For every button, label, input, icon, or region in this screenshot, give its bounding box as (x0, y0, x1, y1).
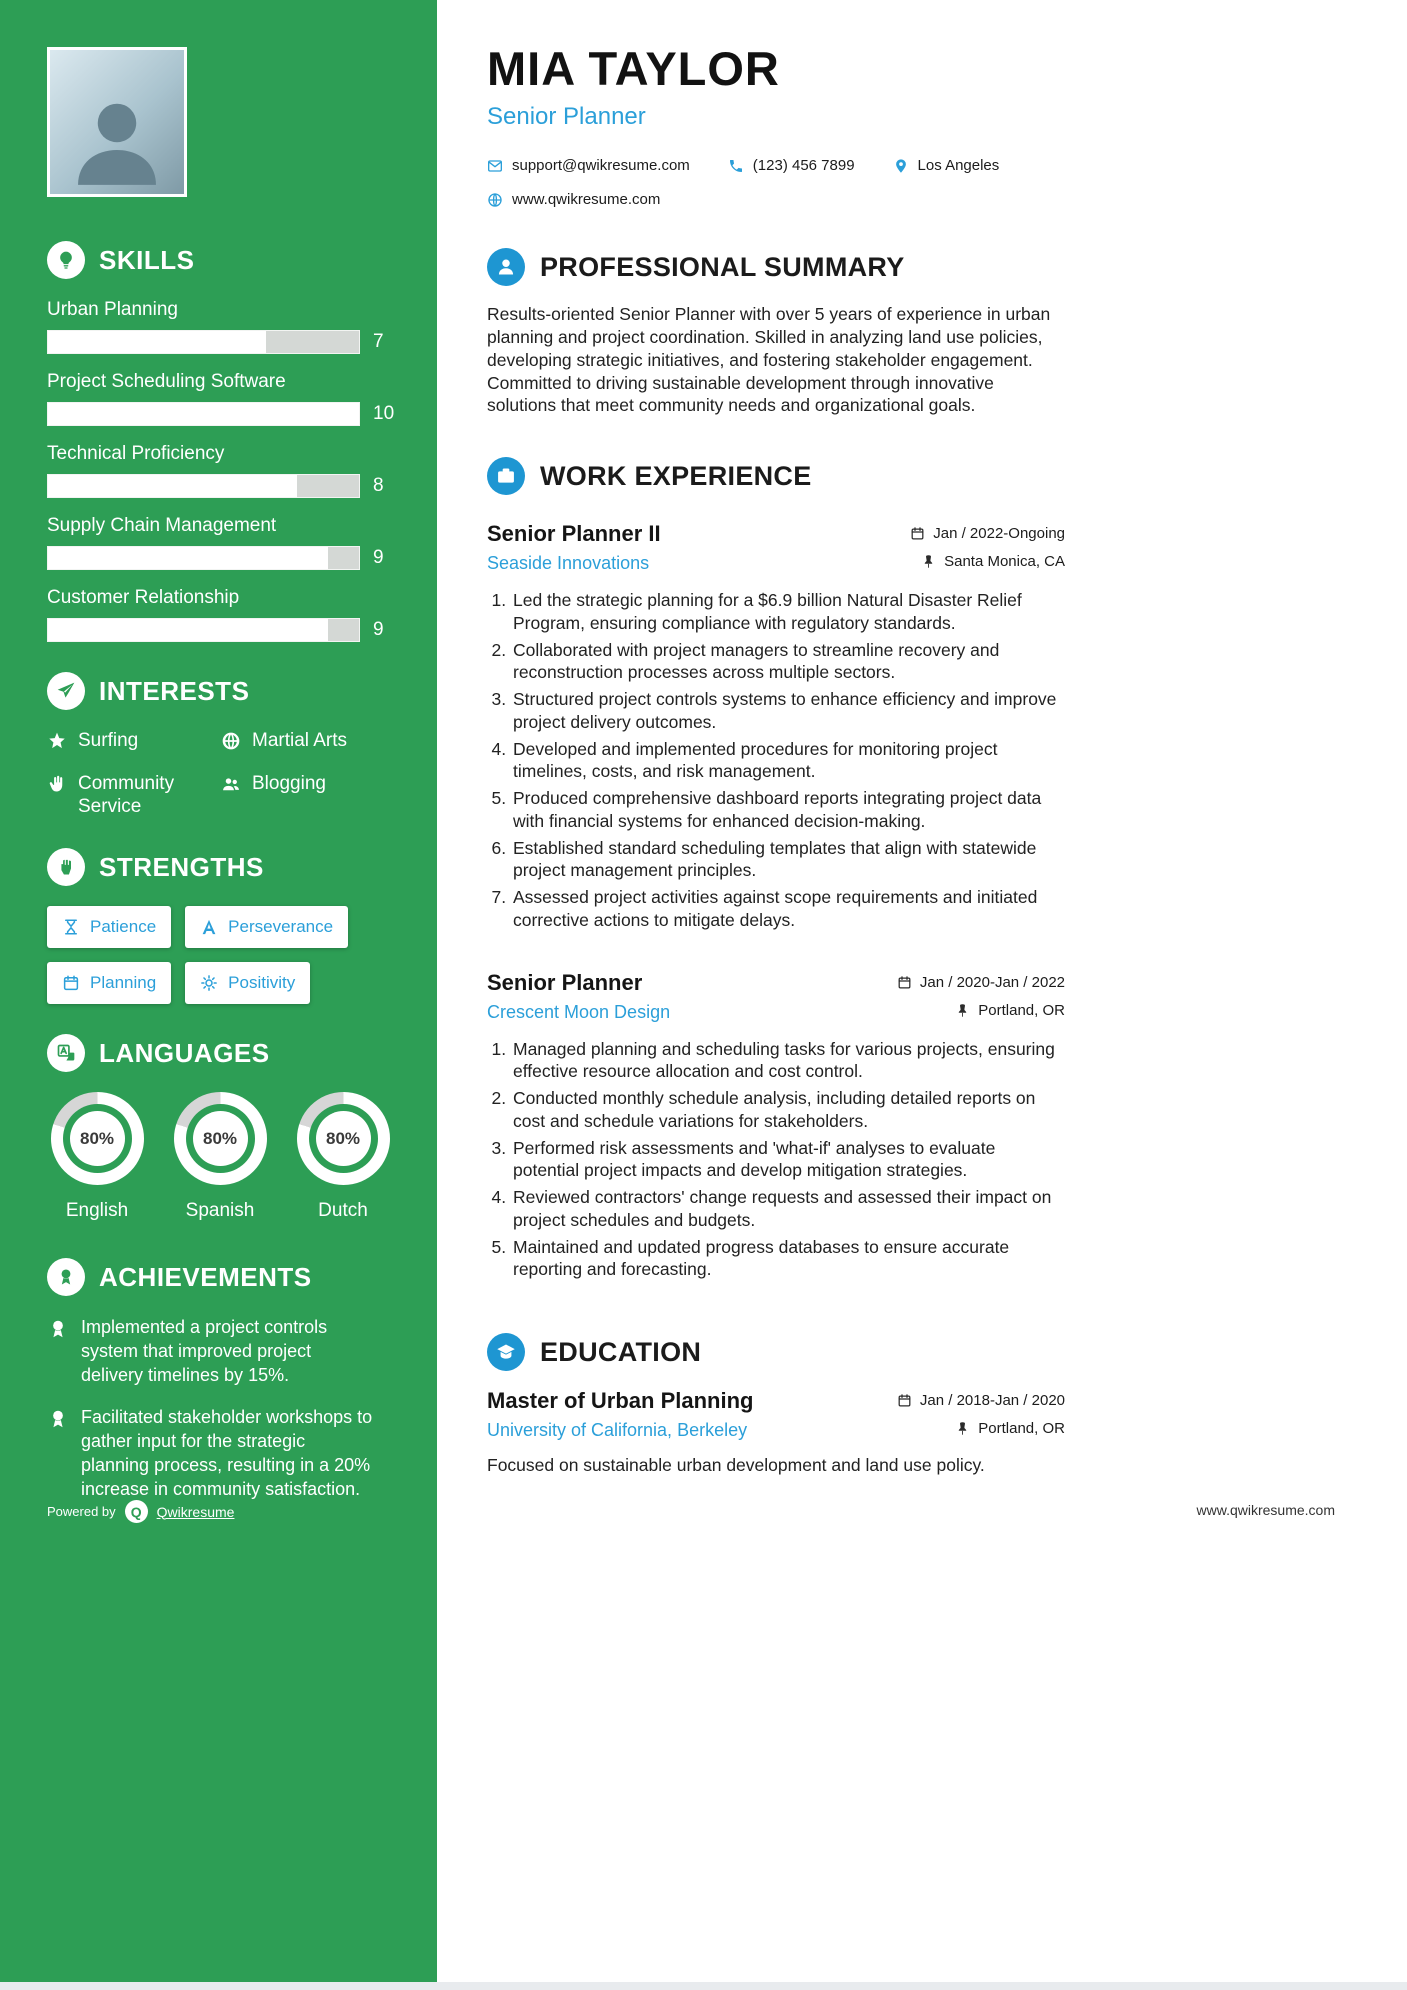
job-bullet: 3. Performed risk assessments and 'what-if' analyses to evaluate potential project impacts and develop mitigation strategies. (511, 1137, 1065, 1183)
calendar-icon (897, 975, 912, 990)
job-role: Senior Planner II (487, 521, 661, 547)
interest-label: Community Service (78, 772, 175, 817)
skills-title: SKILLS (99, 244, 195, 275)
language-name: Spanish (185, 1200, 255, 1222)
skill-item (47, 299, 397, 354)
language-percent: 80% (70, 1111, 125, 1166)
skill-label: Customer Relationship (47, 587, 240, 608)
skill-item (47, 515, 397, 570)
footer-website[interactable]: www.qwikresume.com (1196, 1502, 1335, 1518)
hand-icon (47, 774, 67, 794)
strength-badge (47, 962, 171, 1004)
interest-item (221, 773, 397, 819)
skill-item (47, 443, 397, 498)
map-pin-icon (893, 158, 909, 174)
job-company: Crescent Moon Design (487, 1001, 671, 1022)
languages-section (47, 1034, 397, 1222)
skill-item (47, 371, 397, 426)
education-entry (487, 1388, 1065, 1476)
interest-label: Martial Arts (252, 730, 348, 751)
strength-label: Perseverance (228, 917, 334, 937)
language-donut (174, 1092, 267, 1185)
strength-badge (185, 962, 310, 1004)
star-icon (47, 731, 67, 751)
skill-score: 7 (373, 331, 384, 352)
job-location-text: Santa Monica, CA (944, 553, 1065, 571)
contact-row (487, 157, 1065, 174)
job-bullet: 5. Maintained and updated progress databases to ensure accurate reporting and forecasting. (511, 1236, 1065, 1282)
education-title: EDUCATION (540, 1336, 702, 1367)
language-name: English (65, 1200, 129, 1222)
powered-by (47, 1500, 234, 1523)
job-bullets (487, 1038, 1065, 1282)
users-icon (221, 774, 241, 794)
language-percent: 80% (316, 1111, 371, 1166)
interest-label: Blogging (252, 772, 326, 794)
briefcase-icon (487, 457, 525, 495)
profile-photo (47, 47, 187, 197)
language-donut (51, 1092, 144, 1185)
degree: Master of Urban Planning (487, 1388, 754, 1414)
calendar-icon (62, 974, 80, 992)
job-bullet: 5. Produced comprehensive dashboard reports integrating project data with financial systems for enhanced decision-making. (511, 787, 1065, 833)
candidate-name: MIA TAYLOR (487, 42, 780, 95)
skill-label: Technical Proficiency (47, 443, 225, 464)
qwikresume-link[interactable]: Qwikresume (156, 1503, 235, 1520)
achievement-text: Implemented a project controls system that improved project delivery timelines by 15%. (81, 1317, 328, 1386)
job-bullet: 4. Reviewed contractors' change requests and assessed their impact on project schedules and budgets. (511, 1186, 1065, 1232)
strength-label: Positivity (228, 973, 296, 993)
summary-title: PROFESSIONAL SUMMARY (540, 251, 905, 282)
achievements-title: ACHIEVEMENTS (99, 1261, 312, 1292)
calendar-icon (910, 526, 925, 541)
job-bullet: 4. Developed and implemented procedures for monitoring project timelines, costs, and risk management. (511, 738, 1065, 784)
job-bullet: 2. Conducted monthly schedule analysis, including detailed reports on cost and schedule variations for stakeholders. (511, 1087, 1065, 1133)
graduation-cap-icon (487, 1333, 525, 1371)
job-location (955, 1002, 1065, 1019)
experience-section (487, 457, 1065, 1281)
school: University of California, Berkeley (487, 1420, 748, 1441)
strength-label: Patience (90, 917, 157, 937)
skill-bar (47, 546, 360, 570)
skill-bar (47, 330, 360, 354)
job-role: Senior Planner (487, 969, 643, 995)
main-column (487, 44, 1065, 1476)
language-item (293, 1092, 393, 1222)
job-company: Seaside Innovations (487, 553, 650, 574)
job-dates (910, 525, 1065, 542)
phone-icon (728, 158, 744, 174)
interest-label: Surfing (78, 730, 139, 751)
job-dates (897, 974, 1065, 991)
job-bullet: 3. Structured project controls systems to enhance efficiency and improve project delivery outcomes. (511, 688, 1065, 734)
person-silhouette-icon (62, 84, 172, 194)
job-dates-text: Jan / 2022-Ongoing (933, 525, 1065, 543)
strength-badge (47, 906, 171, 948)
skill-bar (47, 402, 360, 426)
skill-bar (47, 474, 360, 498)
powered-by-label: Powered by (47, 1504, 116, 1519)
experience-title: WORK EXPERIENCE (540, 460, 812, 491)
candidate-title: Senior Planner (487, 103, 646, 131)
language-item (47, 1092, 147, 1222)
job-dates-text: Jan / 2020-Jan / 2022 (919, 973, 1065, 991)
education-location-text: Portland, OR (978, 1420, 1065, 1438)
job-entry (487, 521, 1065, 932)
hourglass-icon (62, 918, 80, 936)
location-text: Los Angeles (917, 157, 1000, 175)
strengths-title: STRENGTHS (99, 851, 264, 882)
sidebar (0, 0, 437, 1982)
calendar-icon (897, 1393, 912, 1408)
envelope-icon (487, 158, 503, 174)
skill-score: 9 (373, 619, 384, 640)
job-bullet: 1. Led the strategic planning for a $6.9 billion Natural Disaster Relief Program, ensuring compliance with regulatory standards. (511, 589, 1065, 635)
skill-item (47, 587, 397, 642)
job-bullets (487, 589, 1065, 932)
job-bullet: 6. Established standard scheduling templates that align with statewide project management principles. (511, 837, 1065, 883)
interest-item (47, 773, 215, 819)
contact-website[interactable] (487, 191, 660, 208)
translate-icon (47, 1034, 85, 1072)
language-percent: 80% (193, 1111, 248, 1166)
strengths-section (47, 848, 397, 1004)
globe-icon (487, 192, 503, 208)
website-text: www.qwikresume.com (512, 191, 661, 209)
education-dates (897, 1392, 1065, 1409)
letter-a-icon (200, 918, 218, 936)
education-note: Focused on sustainable urban development and land use policy. (487, 1455, 985, 1476)
achievement-text: Facilitated stakeholder workshops to gather input for the strategic planning process, resulting in a 20% increase in community satisfaction. (81, 1407, 373, 1500)
contact-email[interactable] (487, 157, 690, 174)
paper-plane-icon (47, 672, 85, 710)
job-location (921, 553, 1065, 570)
user-icon (487, 248, 525, 286)
page-bottom-edge (0, 1982, 1407, 1990)
summary-text: Results-oriented Senior Planner with over 5 years of experience in urban planning and project coordination. Skilled in analyzing land use policies, developing strategic initiatives, and fostering stakeholder engagement. Committed to driving sustainable development through innovative solutions that meet community needs and organizational goals. (487, 304, 1051, 416)
interests-section (47, 672, 397, 818)
contact-row (487, 191, 1065, 208)
interest-item (47, 730, 215, 753)
pushpin-icon (955, 1421, 970, 1436)
contact-location (893, 157, 1000, 174)
achievement-item (47, 1316, 377, 1388)
education-location (955, 1420, 1065, 1437)
job-bullet: 7. Assessed project activities against scope requirements and initiated corrective actions to mitigate delays. (511, 886, 1065, 932)
summary-section (487, 248, 1065, 417)
job-bullet: 2. Collaborated with project managers to streamline recovery and reconstruction processes across multiple sectors. (511, 639, 1065, 685)
globe-icon (221, 731, 241, 751)
pushpin-icon (955, 1003, 970, 1018)
skill-label: Project Scheduling Software (47, 371, 286, 392)
qwikresume-logo: Q (125, 1500, 148, 1523)
achievements-section (47, 1258, 397, 1502)
sun-icon (200, 974, 218, 992)
achievement-icon (47, 1408, 69, 1430)
strength-badge (185, 906, 348, 948)
job-entry (487, 970, 1065, 1282)
lightbulb-icon (47, 241, 85, 279)
fist-icon (47, 848, 85, 886)
language-donut (297, 1092, 390, 1185)
achievement-item (47, 1406, 377, 1502)
languages-title: LANGUAGES (99, 1037, 270, 1068)
contact-phone (728, 157, 855, 174)
job-location-text: Portland, OR (978, 1001, 1065, 1019)
skill-score: 8 (373, 475, 384, 496)
skill-label: Supply Chain Management (47, 515, 277, 536)
strength-label: Planning (90, 973, 157, 993)
interest-item (221, 730, 397, 753)
language-item (170, 1092, 270, 1222)
job-bullet: 1. Managed planning and scheduling tasks for various projects, ensuring effective resource allocation and cost control. (511, 1038, 1065, 1084)
skills-section (47, 241, 397, 642)
education-dates-text: Jan / 2018-Jan / 2020 (919, 1392, 1065, 1410)
pushpin-icon (921, 554, 936, 569)
skill-score: 9 (373, 547, 384, 568)
email-text: support@qwikresume.com (512, 157, 690, 175)
skill-score: 10 (373, 403, 395, 424)
skill-label: Urban Planning (47, 299, 178, 320)
phone-text: (123) 456 7899 (752, 157, 855, 175)
interests-title: INTERESTS (99, 675, 250, 706)
skill-bar (47, 618, 360, 642)
medal-icon (47, 1258, 85, 1296)
achievement-icon (47, 1318, 69, 1340)
education-section (487, 1333, 1065, 1476)
language-name: Dutch (318, 1200, 368, 1222)
